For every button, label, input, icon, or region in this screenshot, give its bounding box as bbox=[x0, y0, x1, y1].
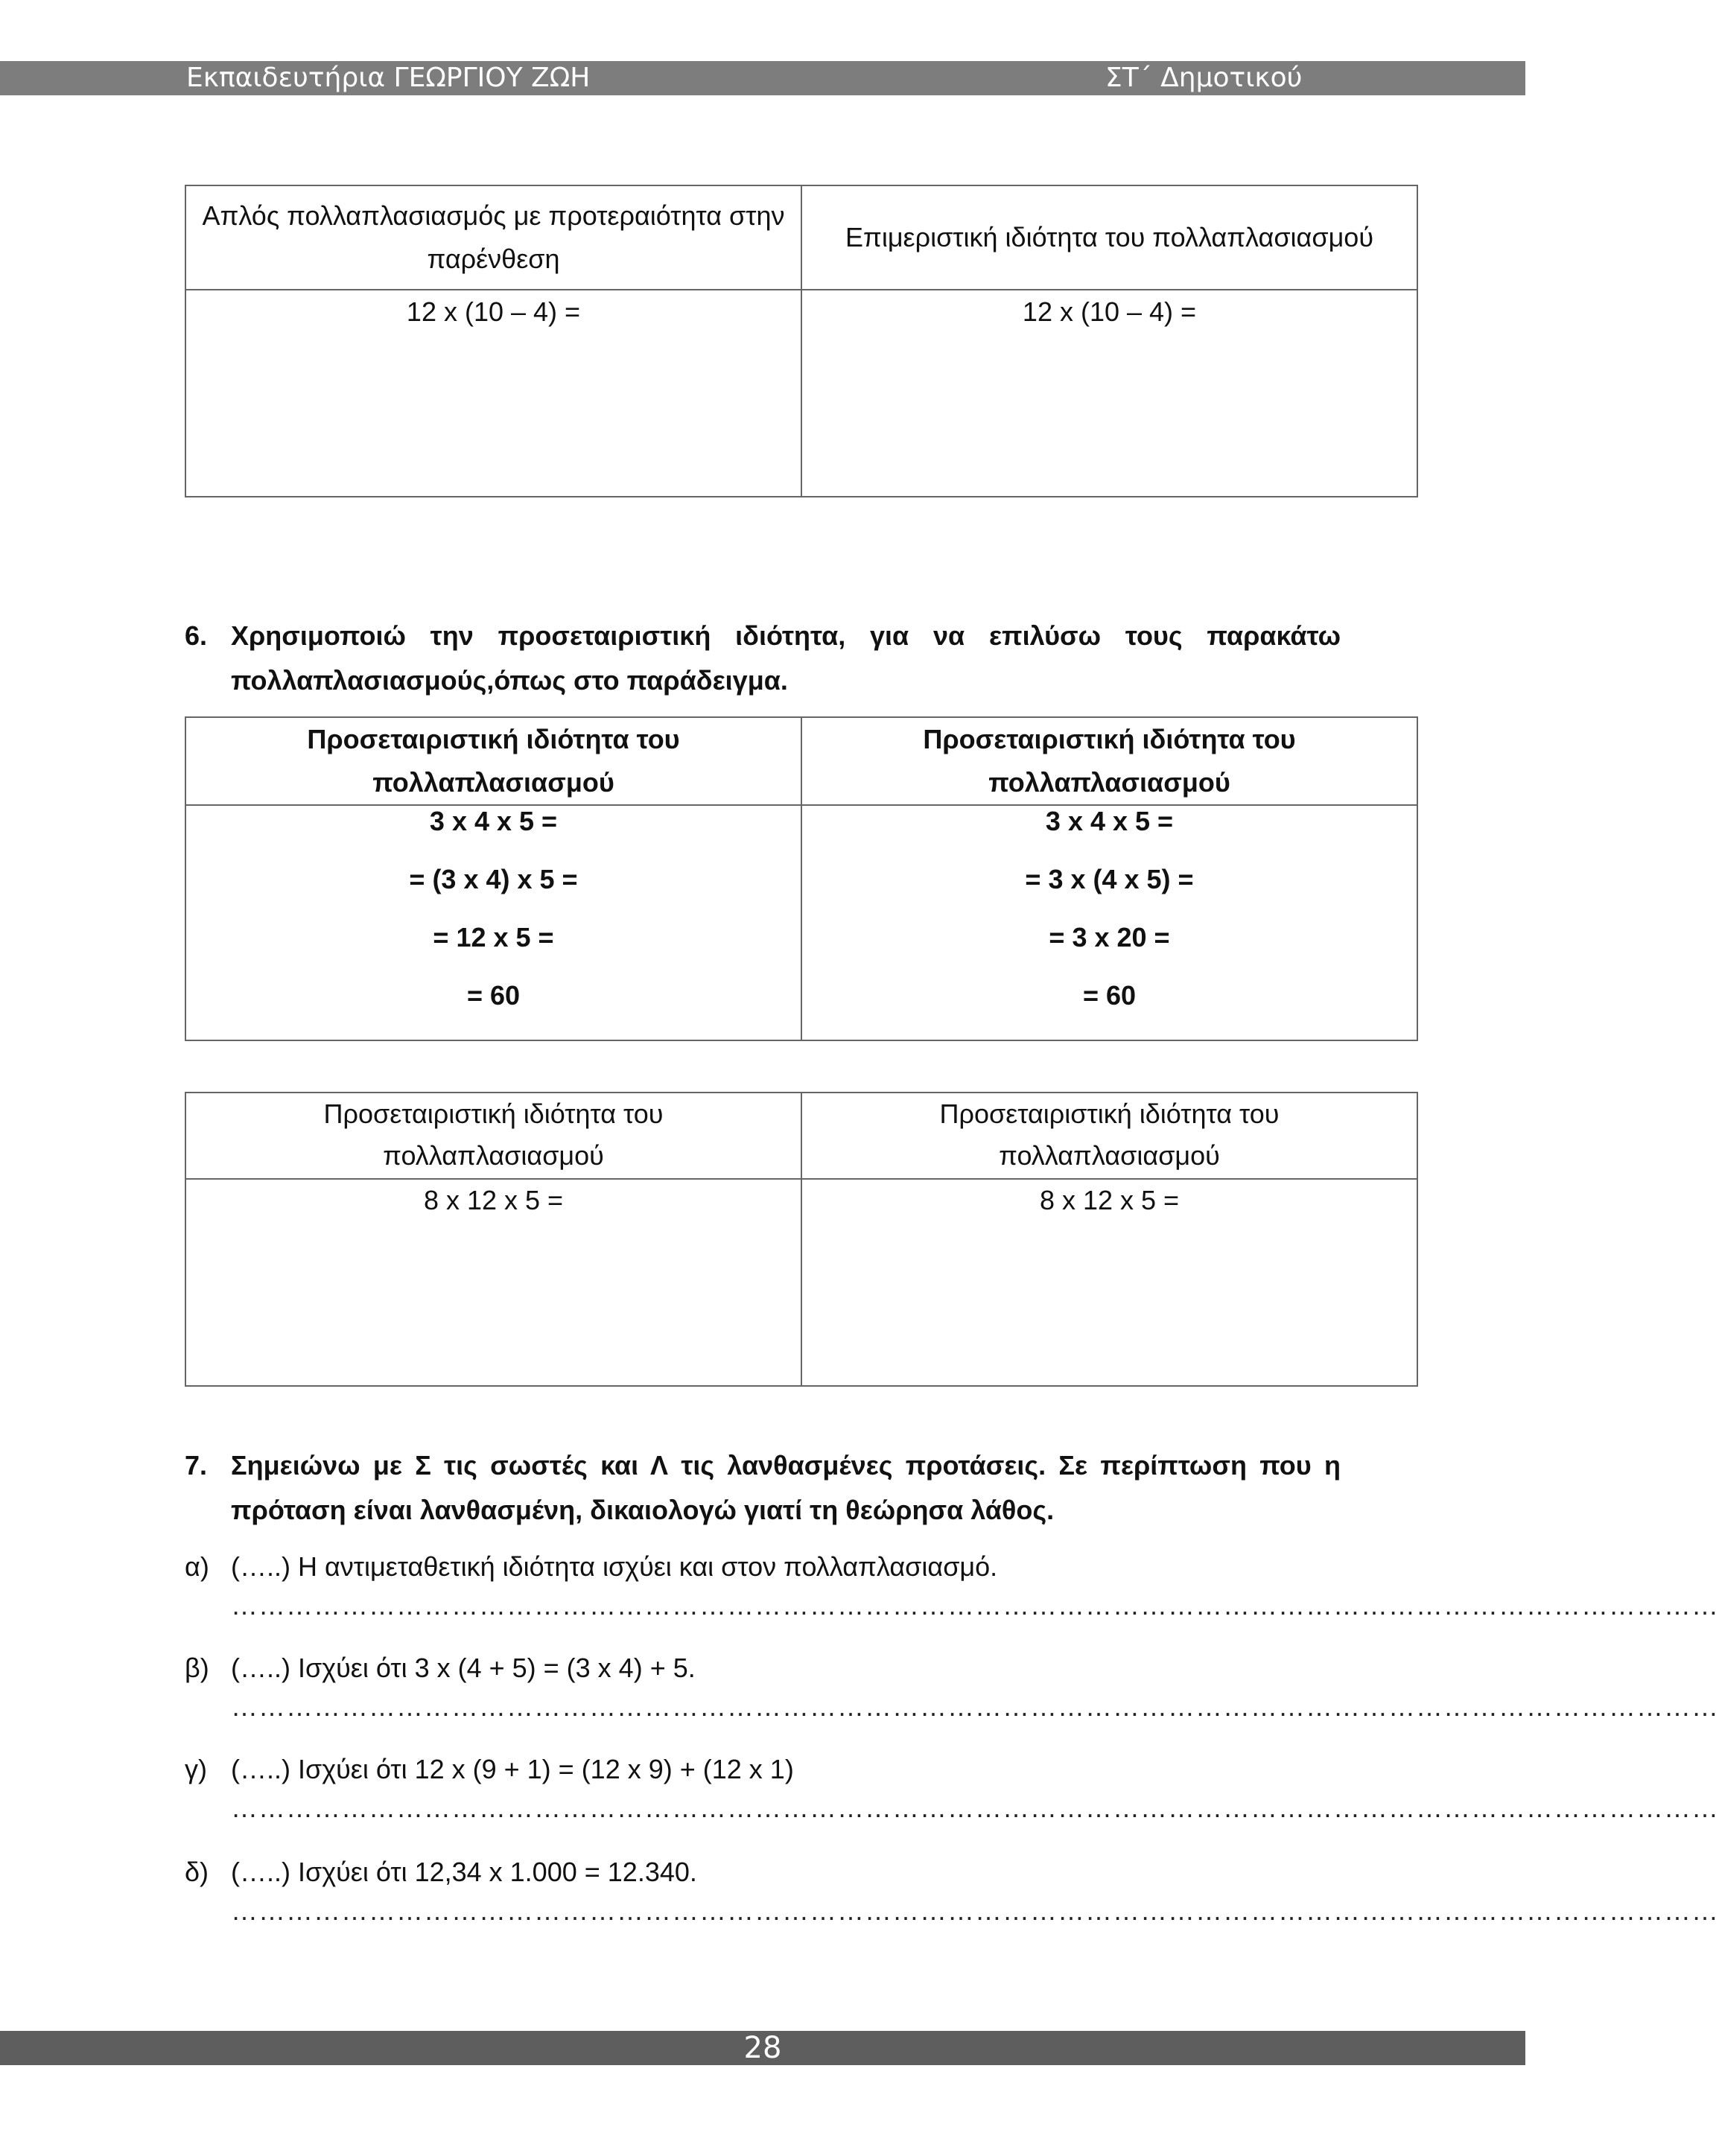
table1-header-left: Απλός πολλαπλασιασμός με προτεραιότητα στην παρένθεση bbox=[185, 185, 801, 290]
table3-header-right: Προσεταιριστική ιδιότητα του πολλαπλασιασμού bbox=[801, 1093, 1417, 1179]
question-b bbox=[185, 1646, 1719, 1723]
table3-cell-right[interactable]: 8 x 12 x 5 = bbox=[801, 1179, 1417, 1386]
example-line: = 12 x 5 = bbox=[433, 922, 554, 953]
question-text: (…..) Η αντιμεταθετική ιδιότητα ισχύει και στον πολλαπλασιασμό. bbox=[231, 1551, 998, 1582]
question-letter: β) bbox=[185, 1653, 209, 1683]
page-number: 28 bbox=[743, 2031, 782, 2065]
school-name: Εκπαιδευτήρια ΓΕΩΡΓΙΟΥ ΖΩΗ bbox=[186, 63, 591, 93]
table2-header-left: Προσεταιριστική ιδιότητα του πολλαπλασιασμού bbox=[185, 717, 801, 805]
question-c bbox=[185, 1747, 1719, 1825]
example-line: = 3 x 20 = bbox=[1049, 922, 1170, 953]
table-associative-example bbox=[185, 716, 1418, 1041]
example-line: = 60 bbox=[466, 980, 521, 1011]
answer-line[interactable]: ……………………………………………………………………………………………………………………………………………… bbox=[231, 1691, 1719, 1722]
task-7-text: Σημειώνω με Σ τις σωστές και Λ τις λανθασμένες προτάσεις. Σε περίπτωση που η πρόταση είναι λανθασμένη, δικαιολογώ γιατί τη θεώρησα λάθος. bbox=[231, 1450, 1341, 1525]
table1-header-right: Επιμεριστική ιδιότητα του πολλαπλασιασμού bbox=[801, 185, 1417, 290]
task-7 bbox=[185, 1443, 1341, 1533]
answer-line[interactable]: ……………………………………………………………………………………………………………………………………………… bbox=[231, 1793, 1719, 1823]
table-distributive bbox=[185, 185, 1418, 497]
task-7-number: 7. bbox=[185, 1450, 208, 1481]
table2-header-right: Προσεταιριστική ιδιότητα του πολλαπλασιασμού bbox=[801, 717, 1417, 805]
table1-cell-right[interactable]: 12 x (10 – 4) = bbox=[801, 290, 1417, 497]
question-d bbox=[185, 1850, 1719, 1927]
task-6-number: 6. bbox=[185, 620, 208, 651]
page-header bbox=[0, 61, 1525, 95]
answer-line[interactable]: ……………………………………………………………………………………………………………………………………………… bbox=[231, 1590, 1719, 1621]
question-letter: δ) bbox=[185, 1857, 209, 1887]
question-text: (…..) Ισχύει ότι 12,34 x 1.000 = 12.340. bbox=[231, 1857, 697, 1887]
example-line: = 3 x (4 x 5) = bbox=[1025, 864, 1194, 894]
table2-cell-left bbox=[185, 805, 801, 1040]
question-letter: γ) bbox=[185, 1754, 207, 1784]
example-line: = (3 x 4) x 5 = bbox=[409, 864, 578, 894]
question-letter: α) bbox=[185, 1551, 209, 1582]
question-a bbox=[185, 1545, 1719, 1622]
table3-header-left: Προσεταιριστική ιδιότητα του πολλαπλασιασμού bbox=[185, 1093, 801, 1179]
example-line: 3 x 4 x 5 = bbox=[1045, 806, 1174, 836]
table-associative-exercise bbox=[185, 1092, 1418, 1387]
question-text: (…..) Ισχύει ότι 3 x (4 + 5) = (3 x 4) + 5. bbox=[231, 1653, 696, 1683]
table1-cell-left[interactable]: 12 x (10 – 4) = bbox=[185, 290, 801, 497]
task-6-text: Χρησιμοποιώ την προσεταιριστική ιδιότητα, για να επιλύσω τους παρακάτω πολλαπλασιασμούς,όπως στο παράδειγμα. bbox=[231, 620, 1341, 696]
table2-cell-right bbox=[801, 805, 1417, 1040]
example-line: = 60 bbox=[1082, 980, 1137, 1011]
example-line: 3 x 4 x 5 = bbox=[429, 806, 558, 836]
grade-label: ΣΤ΄ Δημοτικού bbox=[1105, 63, 1303, 93]
task-6 bbox=[185, 614, 1341, 703]
question-text: (…..) Ισχύει ότι 12 x (9 + 1) = (12 x 9) + (12 x 1) bbox=[231, 1754, 794, 1784]
table3-cell-left[interactable]: 8 x 12 x 5 = bbox=[185, 1179, 801, 1386]
answer-line[interactable]: ……………………………………………………………………………………………………………………………………………… bbox=[231, 1895, 1719, 1926]
page-footer bbox=[0, 2031, 1525, 2065]
